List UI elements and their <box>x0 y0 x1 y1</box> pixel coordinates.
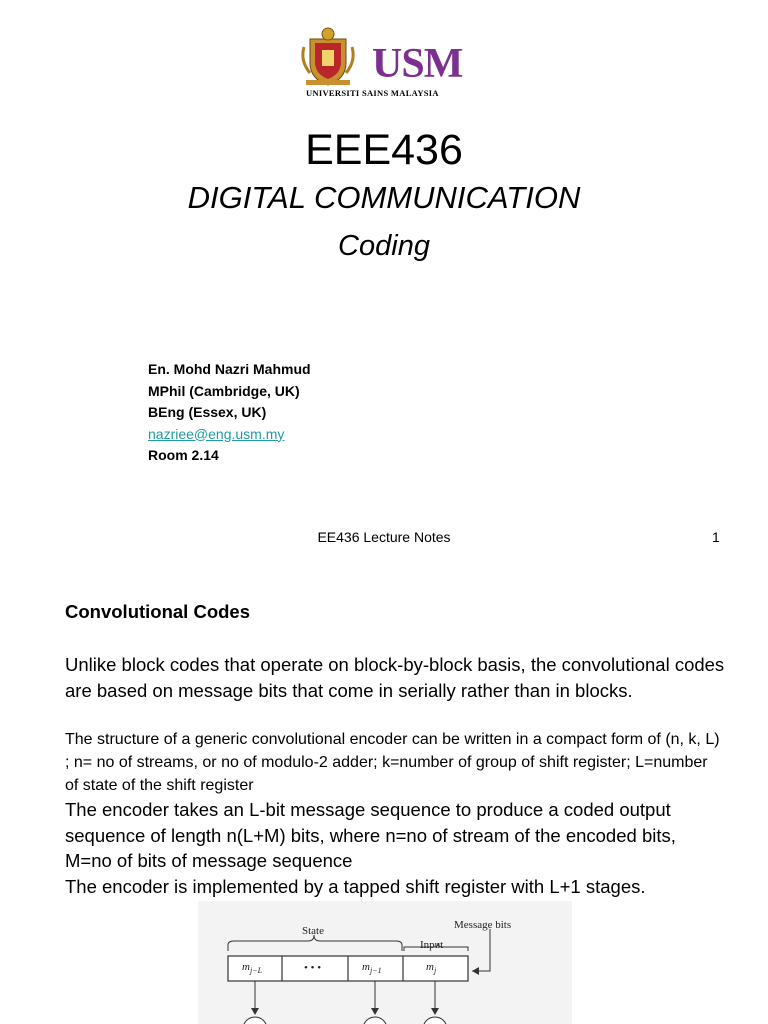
paragraph-encoder-output: The encoder takes an L-bit message sequence to produce a coded output sequence of length n(L+M) bits, where n=no of stream of the encoded bits, M=no of bits of message sequence <box>65 799 676 871</box>
university-logo <box>300 25 463 103</box>
author-room: Room 2.14 <box>148 447 219 463</box>
author-email-link[interactable]: nazriee@eng.usm.my <box>148 425 285 442</box>
paragraph-shift-register: The encoder is implemented by a tapped shift register with L+1 stages. <box>65 876 646 897</box>
course-title: DIGITAL COMMUNICATION <box>187 180 581 215</box>
author-block <box>148 359 311 467</box>
footer-label: EE436 Lecture Notes <box>317 529 451 545</box>
input-label: Input <box>420 939 444 951</box>
usm-wordmark: USM <box>372 41 463 87</box>
cell-ellipsis: • • • <box>304 962 322 974</box>
logo-caption: UNIVERSITI SAINS MALAYSIA <box>306 88 439 98</box>
paragraph-intro: Unlike block codes that operate on block-by-block basis, the convolutional codes are based on message bits that come in serially rather than in blocks. <box>65 654 725 701</box>
paragraph-structure: The structure of a generic convolutional encoder can be written in a compact form of (n, k, L) ; n= no of streams, or no of modulo-2 adder; k=number of group of shift register; L=number of state of the shift register <box>65 731 720 794</box>
author-name: En. Mohd Nazri Mahmud <box>148 361 311 377</box>
encoder-diagram <box>198 901 572 1024</box>
course-code: EEE436 <box>305 126 463 174</box>
cell-m-j-minus-1: $m_{j-1}$ <box>362 961 382 976</box>
university-crest-icon <box>300 25 463 87</box>
author-degree-mphil: MPhil (Cambridge, UK) <box>148 382 300 399</box>
cell-m-j-minus-l: $m_{j-L}$ <box>242 961 263 976</box>
state-label: State <box>302 925 324 937</box>
author-degree-beng: BEng (Essex, UK) <box>148 404 267 420</box>
page-number: 1 <box>712 529 720 545</box>
cell-m-j: $m_j$ <box>426 961 437 976</box>
message-bits-label: Message bits <box>454 919 512 931</box>
section-heading: Convolutional Codes <box>65 601 250 622</box>
lecture-topic: Coding <box>338 230 430 262</box>
